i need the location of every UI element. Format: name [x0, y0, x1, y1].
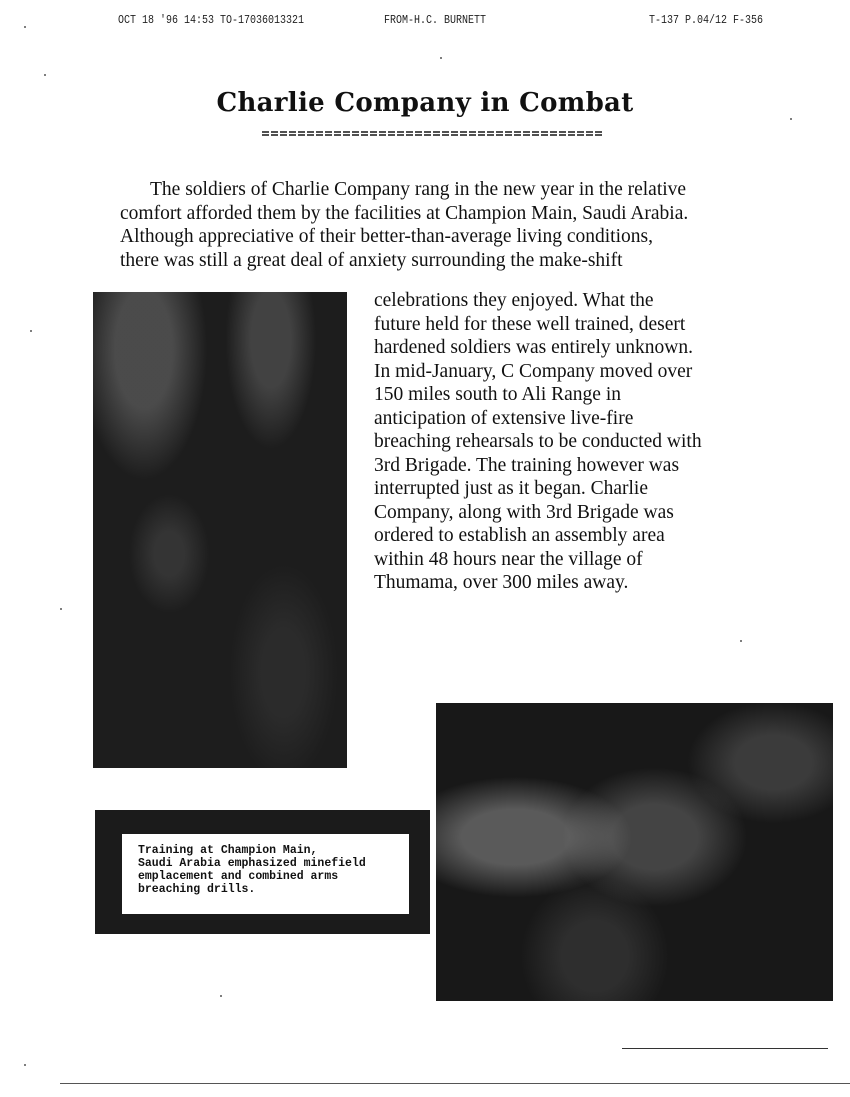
column-line: Company, along with 3rd Brigade was	[374, 501, 674, 523]
column-line: within 48 hours near the village of	[374, 548, 643, 570]
fax-page-info: T-137 P.04/12 F-356	[649, 15, 764, 28]
column-line: hardened soldiers was entirely unknown.	[374, 337, 693, 358]
column-line: In mid-January, C Company moved over	[374, 360, 693, 382]
scan-speck	[790, 118, 792, 120]
column-line: 3rd Brigade. The training however was	[374, 454, 680, 476]
column-line: celebrations they enjoyed. What the	[374, 290, 654, 311]
caption-panel	[122, 834, 409, 914]
column-line: interrupted just as it began. Charlie	[374, 478, 649, 499]
intro-line: comfort afforded them by the facilities at Champion Main, Saudi Arabia.	[120, 202, 689, 224]
scan-speck	[44, 74, 46, 76]
intro-line: Although appreciative of their better-than-average living conditions,	[120, 226, 653, 247]
column-paragraph	[374, 289, 744, 595]
article-title: Charlie Company in Combat	[216, 88, 634, 118]
fax-sender: FROM-H.C. BURNETT	[384, 15, 487, 28]
intro-line: The soldiers of Charlie Company rang in the new year in the relative	[150, 179, 687, 200]
caption-frame	[95, 810, 430, 934]
column-line: Thumama, over 300 miles away.	[374, 572, 629, 593]
footer-rule	[60, 1083, 850, 1084]
scan-speck	[60, 608, 62, 610]
fax-header	[0, 16, 850, 36]
footer-short-rule	[622, 1048, 828, 1049]
scan-speck	[24, 26, 26, 28]
intro-line: there was still a great deal of anxiety surrounding the make-shift	[120, 249, 623, 271]
photo-caption: Training at Champion Main, Saudi Arabia emphasized minefield emplacement and combined arms breaching drills.	[138, 844, 366, 896]
fax-datetime: OCT 18 '96 14:53	[118, 15, 215, 28]
scan-speck	[740, 640, 742, 642]
scan-speck	[30, 330, 32, 332]
scan-speck	[24, 1064, 26, 1066]
column-line: 150 miles south to Ali Range in	[374, 384, 621, 405]
scan-speck	[220, 995, 222, 997]
title-underline-rule	[262, 131, 602, 136]
photo-soldiers-left	[93, 292, 347, 768]
intro-paragraph	[120, 178, 740, 272]
fax-recipient: TO-17036013321	[220, 15, 305, 28]
column-line: breaching rehearsals to be conducted with	[374, 431, 702, 452]
photo-training-right	[436, 703, 833, 1001]
column-line: anticipation of extensive live-fire	[374, 407, 634, 429]
column-line: future held for these well trained, desert	[374, 313, 686, 335]
scan-speck	[440, 57, 442, 59]
column-line: ordered to establish an assembly area	[374, 525, 665, 546]
